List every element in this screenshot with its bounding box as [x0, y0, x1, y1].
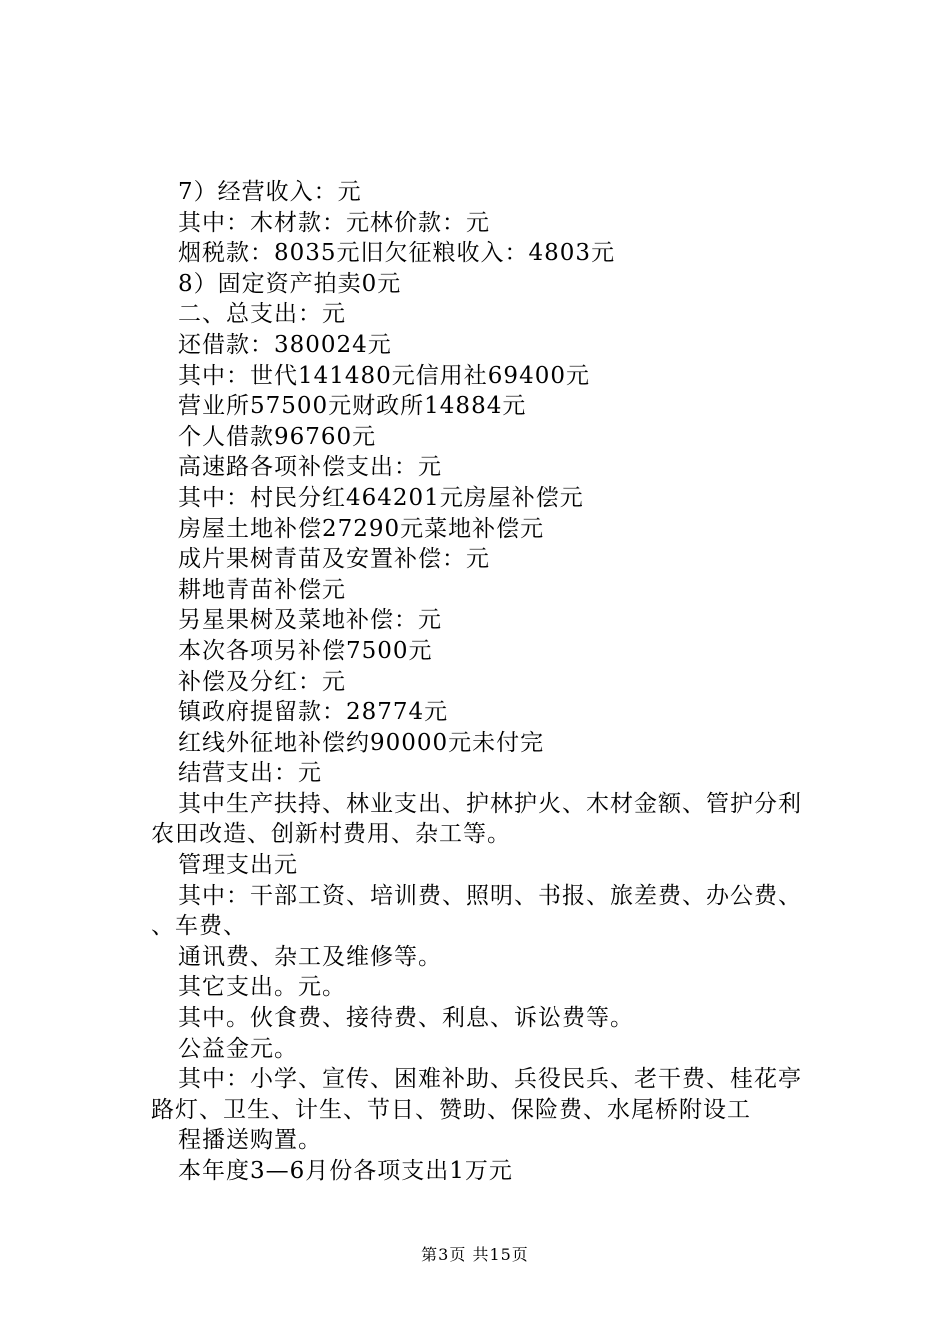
- text-line: 8）固定资产拍卖0元: [178, 270, 402, 297]
- text-line-continuation: 农田改造、创新村费用、杂工等。: [151, 821, 511, 848]
- text-line: 个人借款96760元: [178, 423, 377, 450]
- page-number-footer: 第3页 共15页: [421, 1245, 529, 1264]
- text-line-continuation: 、车费、: [151, 913, 247, 940]
- text-line: 其中：干部工资、培训费、照明、书报、旅差费、办公费、: [178, 882, 802, 909]
- text-line: 通讯费、杂工及维修等。: [178, 943, 442, 970]
- text-line: 二、总支出：元: [178, 301, 346, 328]
- text-line: 补偿及分红：元: [178, 668, 346, 695]
- text-line: 耕地青苗补偿元: [178, 576, 346, 603]
- text-line: 另星果树及菜地补偿：元: [178, 607, 442, 634]
- text-line: 本次各项另补偿7500元: [178, 637, 433, 664]
- text-line: 其中：村民分红464201元房屋补偿元: [178, 484, 584, 511]
- text-line: 烟税款：8035元旧欠征粮收入：4803元: [178, 240, 616, 267]
- text-line: 高速路各项补偿支出：元: [178, 454, 442, 481]
- text-line: 程播送购置。: [178, 1127, 322, 1154]
- text-line: 结营支出：元: [178, 760, 322, 787]
- text-line: 营业所57500元财政所14884元: [178, 393, 527, 420]
- text-line: 7）经营收入：元: [178, 179, 362, 205]
- text-line: 公益金元。: [178, 1035, 298, 1062]
- text-line: 其它支出。元。: [178, 974, 346, 1001]
- text-line: 其中生产扶持、林业支出、护林护火、木材金额、管护分利: [178, 790, 802, 817]
- text-line: 红线外征地补偿约90000元未付完: [178, 729, 545, 756]
- text-line: 其中：小学、宣传、困难补助、兵役民兵、老干费、桂花亭: [178, 1066, 802, 1093]
- text-line: 其中：木材款：元林价款：元: [178, 209, 490, 236]
- text-line: 其中。伙食费、接待费、利息、诉讼费等。: [178, 1005, 634, 1032]
- text-line: 其中：世代141480元信用社69400元: [178, 362, 590, 389]
- text-line: 成片果树青苗及安置补偿：元: [178, 546, 490, 573]
- text-line: 管理支出元: [178, 852, 298, 879]
- text-line: 本年度3—6月份各项支出1万元: [178, 1158, 513, 1184]
- text-line-continuation: 路灯、卫生、计生、节日、赞助、保险费、水尾桥附设工: [151, 1096, 751, 1123]
- text-line: 房屋土地补偿27290元菜地补偿元: [178, 515, 545, 542]
- document-body: [151, 177, 858, 1187]
- text-line: 镇政府提留款：28774元: [178, 699, 449, 726]
- text-line: 还借款：380024元: [178, 331, 392, 358]
